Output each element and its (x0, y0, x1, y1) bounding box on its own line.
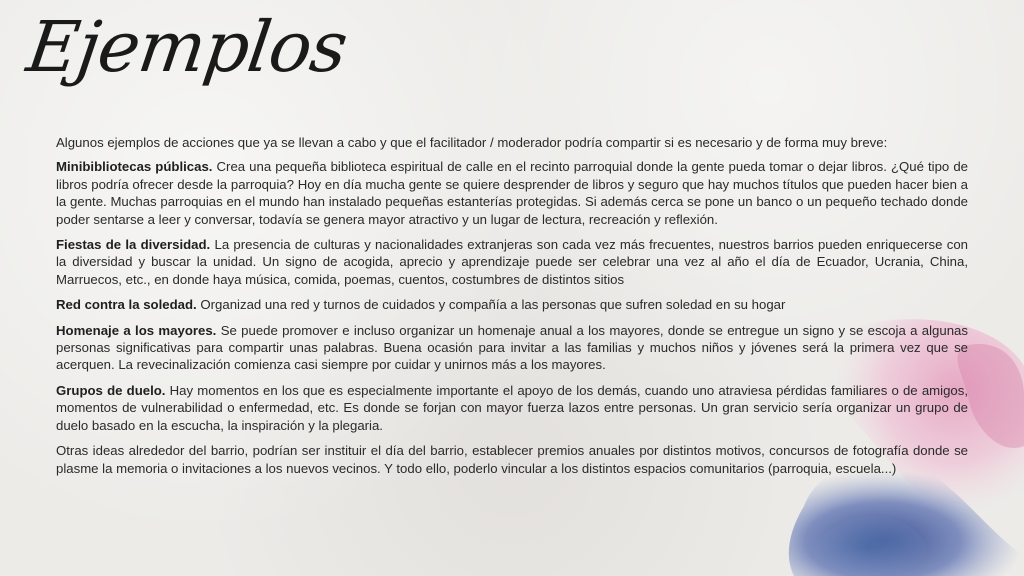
slide-body (56, 134, 968, 485)
slide-title: Ejemplos (22, 6, 352, 88)
example-grupos-duelo (56, 382, 968, 434)
example-text: Se puede promover e incluso organizar un homenaje anual a los mayores, donde se entregue un signo y se escoja a algunas personas significativas para compartir unas palabras. Buena ocasión para invitar a las familias y muchos niños y jóvenes será la primera vez que se acerquen. La revecinalización comienza casi siempre por cuidar y unirnos más a los mayores. (56, 322, 968, 373)
example-minibibliotecas (56, 158, 968, 228)
example-red-soledad (56, 296, 968, 313)
example-heading: Homenaje a los mayores. (56, 322, 217, 338)
closing-paragraph: Otras ideas alrededor del barrio, podrían ser instituir el día del barrio, establecer premios anuales por distintos motivos, concursos de fotografía donde se plasme la memoria o invitaciones a los nuevos vecinos. Y todo ello, poderlo vincular a los distintos espacios comunitarios (parroquia, escuela...) (56, 443, 968, 476)
example-heading: Grupos de duelo. (56, 382, 166, 398)
example-heading: Red contra la soledad. (56, 297, 197, 313)
example-text: Hay momentos en los que es especialmente importante el apoyo de los demás, cuando uno atraviesa pérdidas familiares o de amigos, momentos de vulnerabilidad o enfermedad, etc. Es donde se forjan con mayor fuerza lazos entre personas. Un gran servicio sería organizar un grupo de duelo basado en la escucha, la inspiración y la plegaria. (56, 382, 968, 433)
example-heading: Fiestas de la diversidad. (56, 237, 211, 253)
example-heading: Minibibliotecas públicas. (56, 159, 213, 175)
example-homenaje (56, 322, 968, 374)
example-fiestas (56, 236, 968, 288)
example-text: La presencia de culturas y nacionalidades extranjeras son cada vez más frecuentes, nuestros barrios pueden enriquecerse con la diversidad y buscar la unidad. Un signo de acogida, aprecio y aprendizaje puede ser celebrar una vez al año el día de Ecuador, Ucrania, China, Marruecos, etc., en donde haya música, comida, poemas, cuentos, costumbres de distintos sitios (56, 237, 968, 287)
example-text: Organizad una red y turnos de cuidados y compañía a las personas que sufren soledad en su hogar (200, 297, 786, 313)
example-text: Crea una pequeña biblioteca espiritual de calle en el recinto parroquial donde la gente pueda tomar o dejar libros. ¿Qué tipo de libros podría ofrecer desde la parroquia? Hoy en día mucha gente se quiere desprender de libros y seguro que hay muchos títulos que pueden hacer bien a la gente. Muchas parroquias en el mundo han instalado pequeñas estanterías protegidas. Si además cerca se pone un banco o un pequeño techado donde poder sentarse a leer y conversar, todavía se genera mayor atractivo y un lugar de lectura, recreación y reflexión. (56, 159, 968, 227)
intro-paragraph: Algunos ejemplos de acciones que ya se llevan a cabo y que el facilitador / moderador podría compartir si es necesario y de forma muy breve: (56, 135, 888, 150)
